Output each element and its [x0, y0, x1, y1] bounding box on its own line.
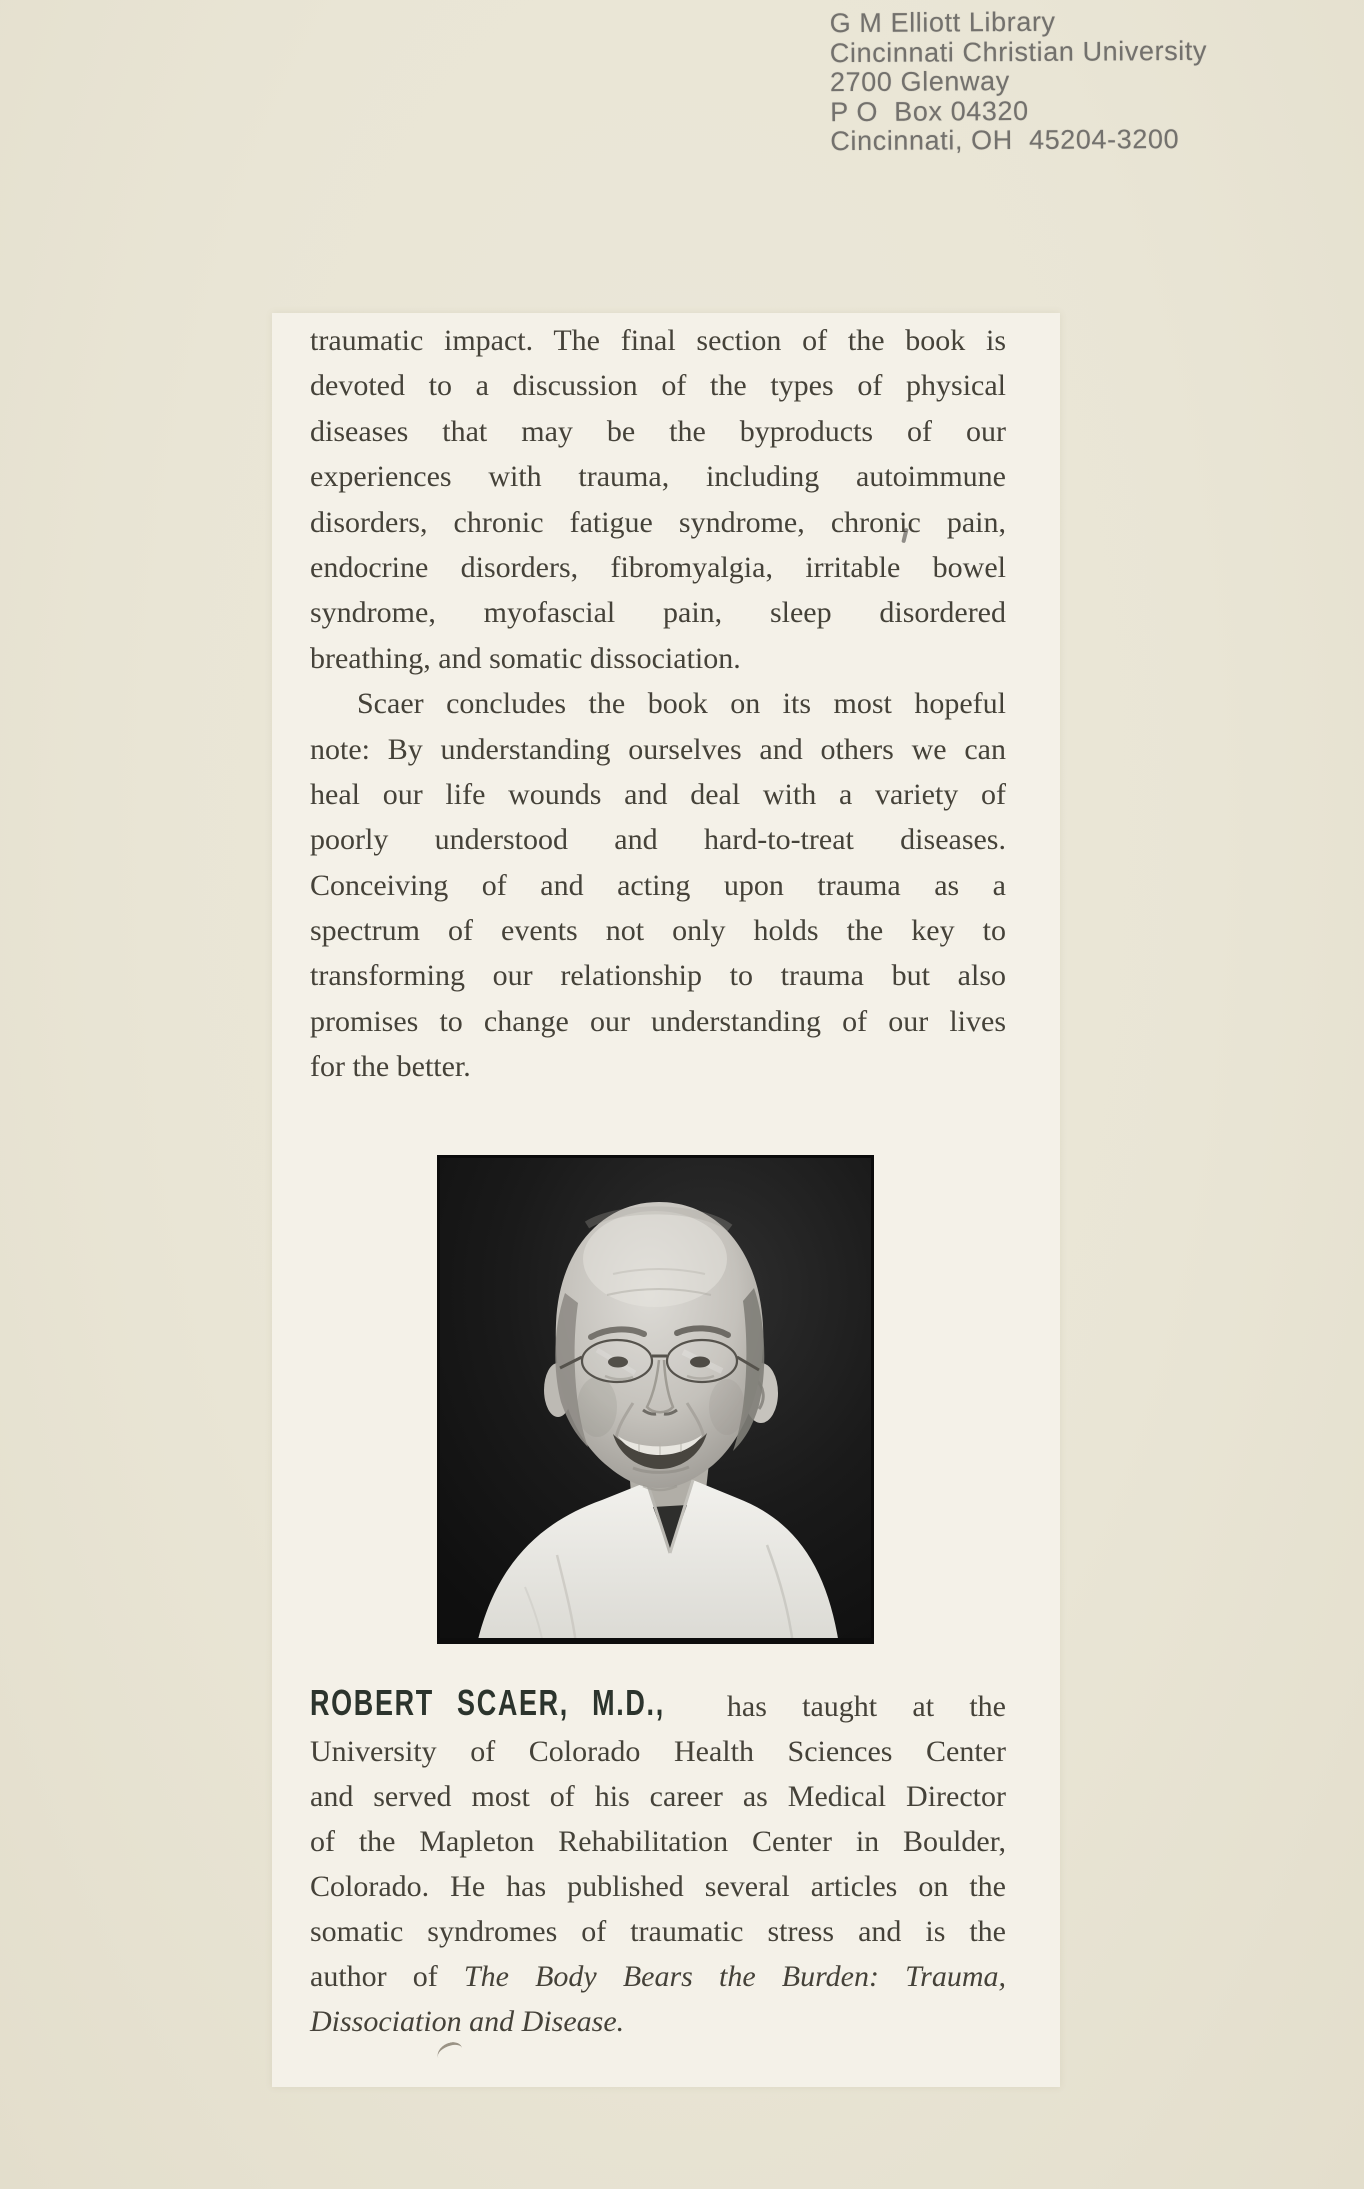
- author-photo: [437, 1155, 874, 1644]
- author-name-heading: ROBERT SCAER, M.D.,: [310, 1684, 665, 1724]
- author-photo-illustration: [437, 1155, 874, 1644]
- bio-line: [310, 1774, 1006, 1819]
- text-line: transforming our relationship to trauma but also: [310, 959, 1006, 993]
- bio-text: author of: [310, 1960, 464, 1993]
- text-line: for the better.: [310, 1050, 471, 1084]
- bio-line: [310, 1819, 1006, 1864]
- text-line: breathing, and somatic dissociation.: [310, 641, 741, 675]
- bio-text: University of Colorado Health Sciences Center: [310, 1735, 1006, 1768]
- stamp-line: G M Elliott Library: [829, 6, 1056, 39]
- bio-line: [310, 1729, 1006, 1774]
- text-line: devoted to a discussion of the types of physical: [310, 369, 1006, 403]
- text-line: promises to change our understanding of our lives: [310, 1004, 1006, 1038]
- stamp-line: P O Box 04320: [830, 95, 1029, 127]
- flap-text: [310, 318, 1006, 1090]
- bio-line: [310, 1999, 1006, 2044]
- stamp-line: Cincinnati, OH 45204-3200: [830, 124, 1180, 157]
- bio-line: [310, 1684, 1006, 1729]
- author-bio: [310, 1684, 1006, 2044]
- text-line: heal our life wounds and deal with a variety of: [310, 777, 1006, 811]
- bio-line: [310, 1864, 1006, 1909]
- text-line: traumatic impact. The final section of the book is: [310, 324, 1006, 357]
- stamp-line: 2700 Glenway: [829, 66, 1010, 98]
- bio-line: [310, 1909, 1006, 1954]
- bio-line: [310, 1954, 1006, 1999]
- text-line: disorders, chronic fatigue syndrome, chronic pain,: [310, 505, 1006, 539]
- text-line: Scaer concludes the book on its most hopeful: [357, 687, 1006, 721]
- bio-text: and served most of his career as Medical Director: [310, 1780, 1006, 1813]
- bio-text: Colorado. He has published several articles on the: [310, 1870, 1006, 1903]
- text-line: spectrum of events not only holds the key to: [310, 914, 1006, 948]
- book-title-italic: Dissociation and Disease.: [310, 2005, 625, 2038]
- stamp-line: Cincinnati Christian University: [829, 35, 1208, 68]
- bio-text: somatic syndromes of traumatic stress and is the: [310, 1915, 1006, 1948]
- text-line: experiences with trauma, including autoimmune: [310, 460, 1006, 494]
- book-title-italic: The Body Bears the Burden: Trauma,: [463, 1960, 1006, 1993]
- bio-text: of the Mapleton Rehabilitation Center in Boulder,: [310, 1825, 1006, 1858]
- text-line: diseases that may be the byproducts of our: [310, 414, 1006, 448]
- text-line: note: By understanding ourselves and others we can: [310, 732, 1006, 766]
- library-stamp: [830, 7, 1208, 157]
- bio-text: has taught at the: [691, 1690, 1006, 1723]
- text-line: endocrine disorders, fibromyalgia, irritable bowel: [310, 550, 1006, 584]
- text-line: poorly understood and hard-to-treat diseases.: [310, 823, 1006, 857]
- text-line: Conceiving of and acting upon trauma as a: [310, 868, 1006, 902]
- text-line: syndrome, myofascial pain, sleep disordered: [310, 596, 1006, 630]
